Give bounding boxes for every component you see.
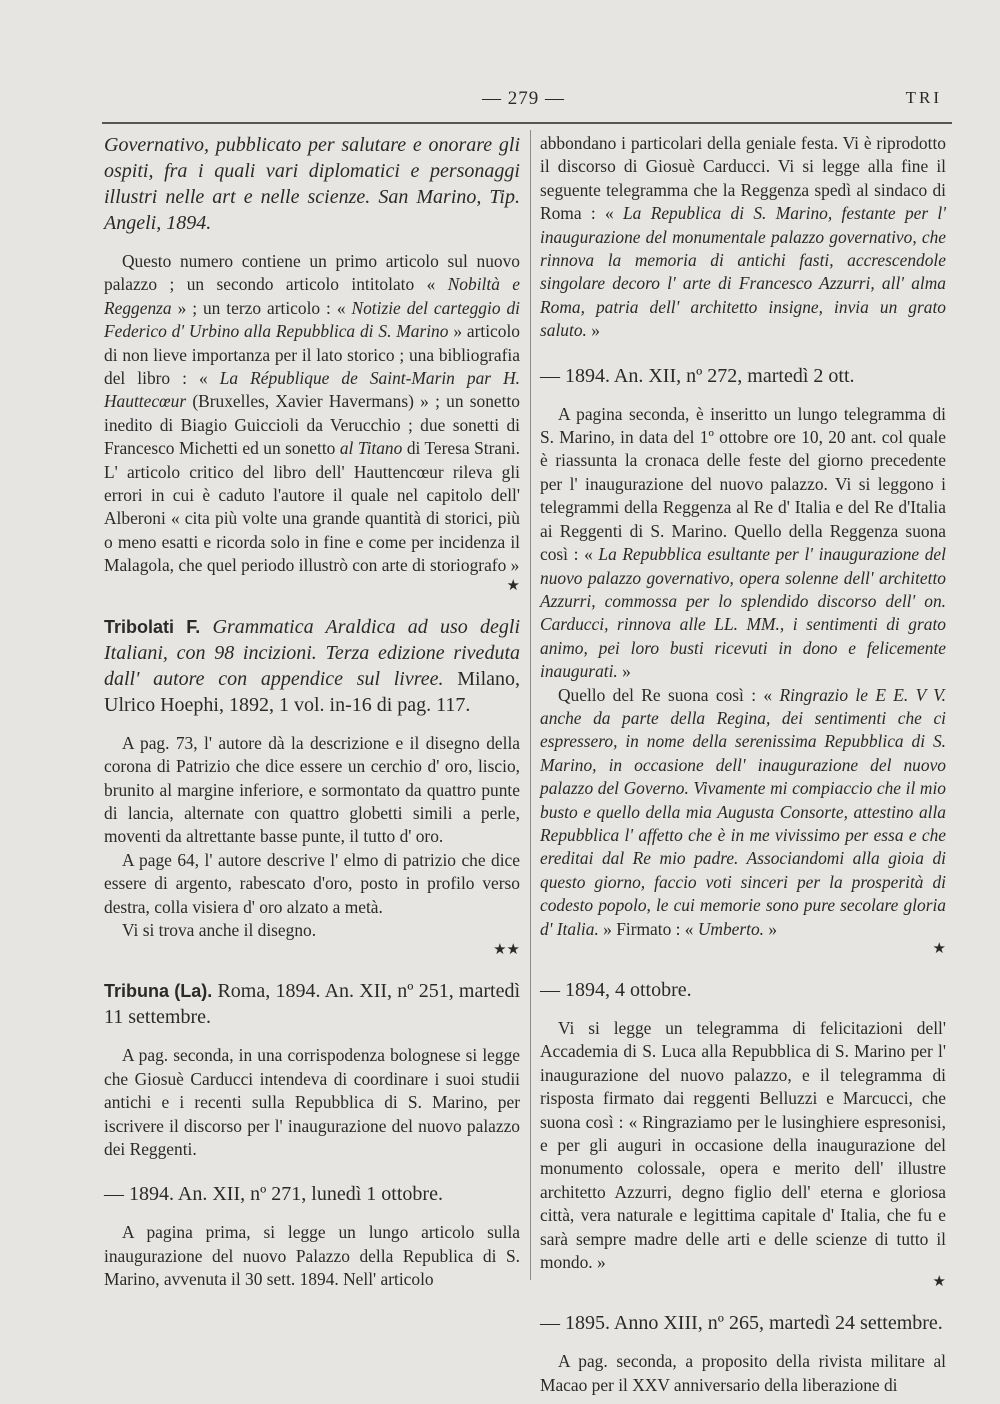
star-mark: ★★ <box>493 942 520 959</box>
star-mark: ★ <box>932 1274 946 1291</box>
entry-continuation <box>104 132 520 236</box>
quoted-telegram: Ringrazio le E E. V V. anche da parte della Regina, dei sentimenti che ci espressero, in nome della serenissima Repubblica di S. Marino, in occasione dell' inaugurazione del nuovo palazzo del Governo. Vivamente mi compiaccio che il mio busto e quello della mia Augusta Consorte, attestino alla Repubblica l' affetto che è in me vivissimo per essa e che ereditai dal Re mio padre. Associandomi alla gioia di questo giorno, faccio voti sinceri per la prosperità di codesto popolo, le cui memorie sono pure secolare gloria d' Italia. <box>540 684 946 939</box>
paragraph <box>104 250 520 578</box>
paragraph <box>540 684 946 941</box>
italic-title: Notizie del carteggio di Federico d' Urbino alla Repubblica di S. Marino <box>104 297 520 342</box>
text-span: » articolo di non lieve importanza per il lato storico ; una bibliografia del libro : « <box>104 321 520 389</box>
text-span: » ; un terzo articolo : « <box>177 297 346 318</box>
star-mark: ★ <box>506 577 520 594</box>
entry-title: Grammatica Araldica ad uso degli Italiani, con 98 incizioni. Terza edizione riveduta dall' autore con appendice sul livree. <box>104 615 521 690</box>
issue-heading: — 1895. Anno XIII, nº 265, martedì 24 settembre. <box>540 1312 943 1335</box>
paragraph <box>540 132 946 343</box>
entry-imprint: Roma, 1894. An. XII, nº 251, martedì 11 settembre. <box>104 980 521 1029</box>
entry-heading: Tribuna (La). <box>104 981 213 1002</box>
text-span: » <box>591 320 600 341</box>
right-column <box>540 132 946 1397</box>
text-span: (Bruxelles, Xavier Havermans) » ; un sonetto inedito di Biagio Guiccioli da Verucchio ; due sonetti di Francesco Michetti ed un sonetto <box>104 391 520 459</box>
issue-heading: — 1894. An. XII, nº 272, martedì 2 ott. <box>540 364 855 387</box>
header-rule <box>102 122 952 124</box>
star-mark: ★ <box>932 941 946 957</box>
italic-title: al Titano <box>339 438 403 459</box>
quoted-telegram: La Republica di S. Marino, festante per l' inaugurazione del monumentale palazzo governativo, che rinnova la memoria di antichi fasti, accrescendole singolare decoro l' arte di Francesco Azzurri, all' alma Roma, patria dell' architetto insigne, invia un grato saluto. <box>540 203 946 341</box>
entry-tribuna <box>104 978 520 1030</box>
text-span: » <box>622 661 631 682</box>
text-span: Questo numero contiene un primo articolo sul nuovo palazzo ; un secondo articolo intitolato « <box>104 251 520 295</box>
text-span: abbondano i particolari della geniale festa. Vi è riprodotto il discorso di Giosuè Carducci. Vi si legge alla fine il seguente telegramma che la Reggenza spedì al sindaco di Roma : « <box>540 133 946 224</box>
running-head: TRI <box>905 88 942 107</box>
issue-heading: — 1894. An. XII, nº 271, lunedì 1 ottobre. <box>104 1183 443 1206</box>
paragraph: A page 64, l' autore descrive l' elmo di patrizio che dice essere di argento, rabescato d'oro, posto in profilo verso destra, colla visiera d' oro alzato a metà. <box>104 849 520 917</box>
quoted-telegram: La Repubblica esultante per l' inaugurazione del nuovo palazzo governativo, opera solenne dell' architetto Azzurri, commossa per lo splendido discorso dell' on. Carducci, rinnova alle LL. MM., i sentimenti di grato animo, pei loro busti ricevuti in dono e felicemente inaugurati. <box>540 544 946 682</box>
issue-heading: — 1894, 4 ottobre. <box>540 979 692 1001</box>
paragraph: Vi si legge un telegramma di felicitazioni dell' Accademia di S. Luca alla Repubblica di S. Marino per l' inaugurazione del nuovo palazzo, e il telegramma di risposta firmato dai reggenti Belluzzi e Marcucci, che suona così : « Ringraziamo per le lusinghiere espresonisi, e per gli auguri in occasione della inaugurazione del monumento colossale, opera e merito dell' illustre architetto Azzurri, degno figlio dell' eterna e gloriosa città, vera naturale e legittima capitale d' Italia, che fu e sarà sempre madre delle arti e delle scienze di tutto il mondo. » <box>540 1018 946 1273</box>
page-header <box>0 88 1000 118</box>
entry-imprint: Milano, Ulrico Hoephi, 1892, 1 vol. in-16 di pag. 117. <box>104 667 521 716</box>
left-column <box>104 132 520 1292</box>
paragraph: A pag. seconda, a proposito della rivista militare al Macao per il XXV anniversario della liberazione di <box>540 1351 946 1395</box>
italic-title: La République de Saint-Marin par H. Hauttecœur <box>104 368 520 412</box>
text-span: » <box>768 918 778 939</box>
paragraph: A pagina prima, si legge un lungo articolo sulla inaugurazione del nuovo Palazzo della Republica di S. Marino, avvenuta il 30 sett. 1894. Nell' articolo <box>104 1222 520 1290</box>
entry-heading: Tribolati F. <box>104 616 201 637</box>
entry-tribolati <box>104 614 520 718</box>
italic-title: Nobiltà e Reggenza <box>104 274 520 318</box>
paragraph: A pag. seconda, in una corrispodenza bolognese si legge che Giosuè Carducci intendeva di coordinare i suoi studii antichi e i recenti sulla Repubblica di S. Marino, per iscrivere il discorso per l' inaugurazione del nuovo palazzo dei Reggenti. <box>104 1045 520 1159</box>
text-span: » Firmato : « <box>603 918 694 939</box>
text-span: A pagina seconda, è inseritto un lungo telegramma di S. Marino, in data del 1º ottobre ore 10, 20 ant. col quale è riassunta la cronaca delle feste del giorno precedente per l' inaugurazione del nuovo palazzo. Vi si leggono i telegrammi della Reggenza al Re d' Italia e del Re d'Italia ai Reggenti di S. Marino. Quello della Reggenza suona così : « <box>540 403 946 565</box>
page-number: — 279 — <box>482 88 565 109</box>
paragraph <box>540 403 946 684</box>
paragraph: A pag. 73, l' autore dà la descrizione e il disegno della corona di Patrizio che dice essere un cerchio d' oro, liscio, brunito al margine inferiore, e sormontato da quattro punte di lancia, alternate con quattro globetti simili a perle, moventi da altrettante basse punte, il tutto d' oro. <box>104 732 520 847</box>
paragraph: Vi si trova anche il disegno. <box>122 919 317 940</box>
text-span: di Teresa Strani. L' articolo critico del libro dell' Hauttencœur rileva gli errori in cui è caduto l'autore il quale nel capitolo dell' Alberoni « cita più volte una grande quantità di storici, più o meno esatti e ricorda solo in fine e come per incidenza il Malagola, che quel periodo illustrò con arte di storiografo » <box>104 438 520 576</box>
column-divider <box>530 130 531 1280</box>
text-span: Quello del Re suona così : « <box>558 684 773 705</box>
entry-continuation-text: Governativo, pubblicato per salutare e onorare gli ospiti, fra i quali vari diplomatici e personaggi illustri nelle art e nelle scienze. San Marino, Tip. Angeli, 1894. <box>104 134 520 234</box>
signature-name: Umberto. <box>697 918 765 939</box>
